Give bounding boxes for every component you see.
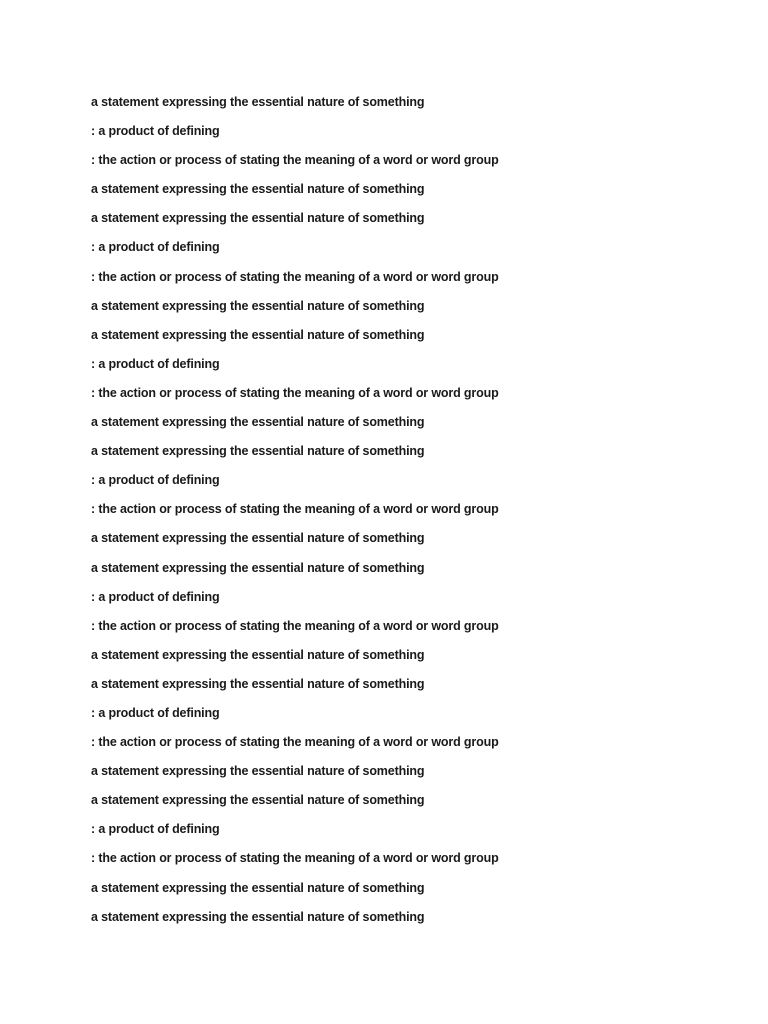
definition-line: : the action or process of stating the meaning of a word or word group [91, 851, 499, 866]
definition-line: a statement expressing the essential nature of something [91, 560, 425, 575]
definition-line: a statement expressing the essential nature of something [91, 793, 425, 808]
definition-line: a statement expressing the essential nature of something [91, 531, 425, 546]
definition-line: : a product of defining [91, 356, 220, 371]
definition-line: : the action or process of stating the meaning of a word or word group [91, 269, 499, 284]
definition-line: a statement expressing the essential nature of something [91, 182, 425, 197]
definition-line: a statement expressing the essential nature of something [91, 415, 425, 430]
definition-line: a statement expressing the essential nature of something [91, 298, 425, 313]
definition-line: : the action or process of stating the meaning of a word or word group [91, 502, 499, 517]
definition-line: a statement expressing the essential nature of something [91, 211, 425, 226]
definition-line: : the action or process of stating the meaning of a word or word group [91, 385, 499, 400]
definition-line: a statement expressing the essential nature of something [91, 880, 425, 895]
definition-line: a statement expressing the essential nature of something [91, 327, 425, 342]
definition-line: a statement expressing the essential nature of something [91, 764, 425, 779]
definition-line: a statement expressing the essential nature of something [91, 95, 425, 109]
definition-list [91, 92, 499, 936]
definition-line: a statement expressing the essential nature of something [91, 676, 425, 691]
definition-line: a statement expressing the essential nature of something [91, 444, 425, 459]
definition-line: : a product of defining [91, 240, 220, 255]
definition-line: : a product of defining [91, 589, 220, 604]
definition-line: : a product of defining [91, 705, 220, 720]
definition-line: : a product of defining [91, 822, 220, 837]
definition-line: a statement expressing the essential nature of something [91, 647, 425, 662]
definition-line: : a product of defining [91, 473, 220, 488]
definition-line: a statement expressing the essential nature of something [91, 909, 425, 924]
definition-line: : a product of defining [91, 124, 220, 139]
definition-line: : the action or process of stating the meaning of a word or word group [91, 618, 499, 633]
definition-line: : the action or process of stating the meaning of a word or word group [91, 735, 499, 750]
definition-line: : the action or process of stating the meaning of a word or word group [91, 153, 499, 168]
